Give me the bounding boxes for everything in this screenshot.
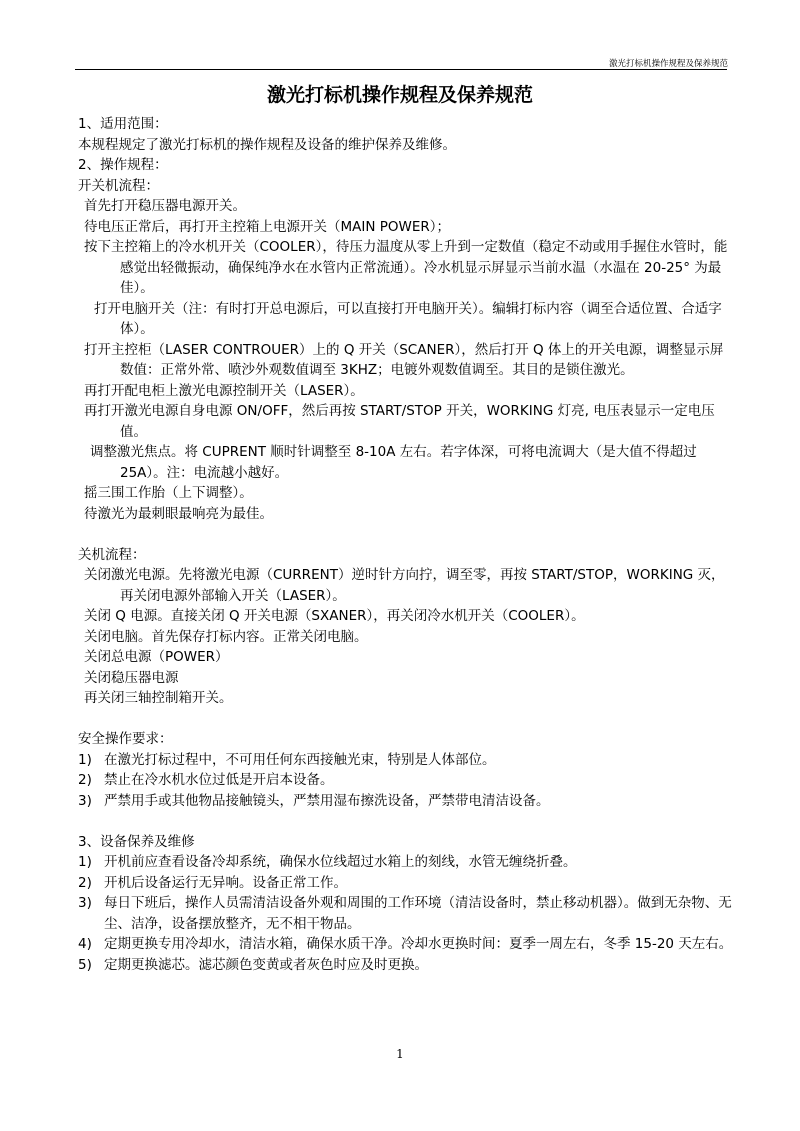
shutdown-step: 关闭总电源（POWER） <box>84 649 229 665</box>
item-number: 1) <box>78 751 92 768</box>
shutdown-step: 关闭 Q 电源。直接关闭 Q 开关电源（SXANER），再关闭冷水机开关（COOLER）。 <box>84 608 585 624</box>
document-body <box>78 114 733 975</box>
running-header: 激光打标机操作规程及保养规范 <box>608 59 728 69</box>
document-title: 激光打标机操作规程及保养规范 <box>266 84 533 106</box>
safety-heading: 安全操作要求： <box>78 731 173 747</box>
startup-step: 摇三围工作胎（上下调整）。 <box>84 485 253 501</box>
shutdown-heading: 关机流程： <box>78 546 146 563</box>
maintenance-item <box>78 934 733 955</box>
item-text: 严禁用手或其他物品接触镜头，严禁用湿布擦洗设备，严禁带电清洁设备。 <box>104 792 550 809</box>
section-scope-text: 本规程规定了激光打标机的操作规程及设备的维护保养及维修。 <box>78 136 456 153</box>
maintenance-item <box>78 955 733 976</box>
startup-step: 按下主控箱上的冷水机开关（COOLER），待压力温度从零上升到一定数值（稳定不动或用手握住水管时，能感觉出轻微振动，确保纯净水在水管内正常流通）。冷水机显示屏显示当前水温（水温在 20-25° 为最佳）。 <box>84 239 728 296</box>
item-number: 5) <box>78 956 92 973</box>
section-scope-heading: 1、适用范围： <box>78 116 168 132</box>
item-text: 开机前应查看设备冷却系统，确保水位线超过水箱上的刻线，水管无缠绕折叠。 <box>104 854 577 870</box>
item-text: 定期更换专用冷却水，清洁水箱，确保水质干净。冷却水更换时间：夏季一周左右，冬季 15-20 天左右。 <box>104 936 733 952</box>
startup-step: 再打开配电柜上激光电源控制开关（LASER）。 <box>84 382 364 399</box>
item-number: 4) <box>78 936 92 952</box>
spacer <box>78 811 733 832</box>
shutdown-step: 关闭稳压器电源 <box>84 669 179 686</box>
shutdown-step: 再关闭三轴控制箱开关。 <box>84 690 233 706</box>
startup-step: 待电压正常后，再打开主控箱上电源开关（MAIN POWER）； <box>84 218 451 235</box>
startup-heading: 开关机流程： <box>78 177 159 194</box>
maintenance-item <box>78 893 733 934</box>
startup-step: 打开主控柜（LASER CONTROUER）上的 Q 开关（SCANER），然后打开 Q 体上的开关电源，调整显示屏数值：正常外常、喷沙外观数值调至 3KHZ；电镀外观数值调至。其目的是锁住激光。 <box>84 341 724 378</box>
safety-item <box>78 750 733 771</box>
header-rule <box>75 69 727 70</box>
startup-step: 待激光为最刺眼最响亮为最佳。 <box>84 505 273 522</box>
item-text: 开机后设备运行无异响。设备正常工作。 <box>104 874 347 891</box>
maintenance-item <box>78 852 733 873</box>
startup-step: 首先打开稳压器电源开关。 <box>84 198 246 214</box>
item-number: 3) <box>78 895 92 911</box>
section-procedure-heading: 2、操作规程： <box>78 157 168 173</box>
item-text: 在激光打标过程中，不可用任何东西接触光束，特别是人体部位。 <box>104 751 496 768</box>
section-maintenance-heading: 3、设备保养及维修 <box>78 833 195 850</box>
shutdown-step: 关闭激光电源。先将激光电源（CURRENT）逆时针方向拧，调至零，再按 START/STOP，WORKING 灭，再关闭电源外部输入开关（LASER）。 <box>84 567 725 604</box>
maintenance-item <box>78 873 733 894</box>
item-number: 1) <box>78 854 92 870</box>
safety-item <box>78 791 733 812</box>
shutdown-step: 关闭电脑。首先保存打标内容。正常关闭电脑。 <box>84 628 368 645</box>
startup-step: 调整激光焦点。将 CUPRENT 顺时针调整至 8-10A 左右。若字体深，可将电流调大（是大值不得超过 25A）。注：电流越小越好。 <box>90 444 697 481</box>
startup-step: 再打开激光电源自身电源 ON/OFF，然后再按 START/STOP 开关，WORKING 灯亮, 电压表显示一定电压值。 <box>84 403 715 440</box>
safety-item <box>78 770 733 791</box>
item-number: 2) <box>78 772 92 788</box>
spacer <box>78 524 733 545</box>
startup-step: 打开电脑开关（注：有时打开总电源后，可以直接打开电脑开关）。编辑打标内容（调至合适位置、合适字体）。 <box>94 300 722 337</box>
item-number: 2) <box>78 874 92 891</box>
page-number: 1 <box>396 1047 404 1061</box>
item-text: 每日下班后，操作人员需清洁设备外观和周围的工作环境（清洁设备时，禁止移动机器）。做到无杂物、无尘、洁净，设备摆放整齐，无不相干物品。 <box>104 895 732 932</box>
item-text: 定期更换滤芯。滤芯颜色变黄或者灰色时应及时更换。 <box>104 956 428 973</box>
item-number: 3) <box>78 792 92 809</box>
item-text: 禁止在冷水机水位过低是开启本设备。 <box>104 772 334 788</box>
spacer <box>78 709 733 730</box>
